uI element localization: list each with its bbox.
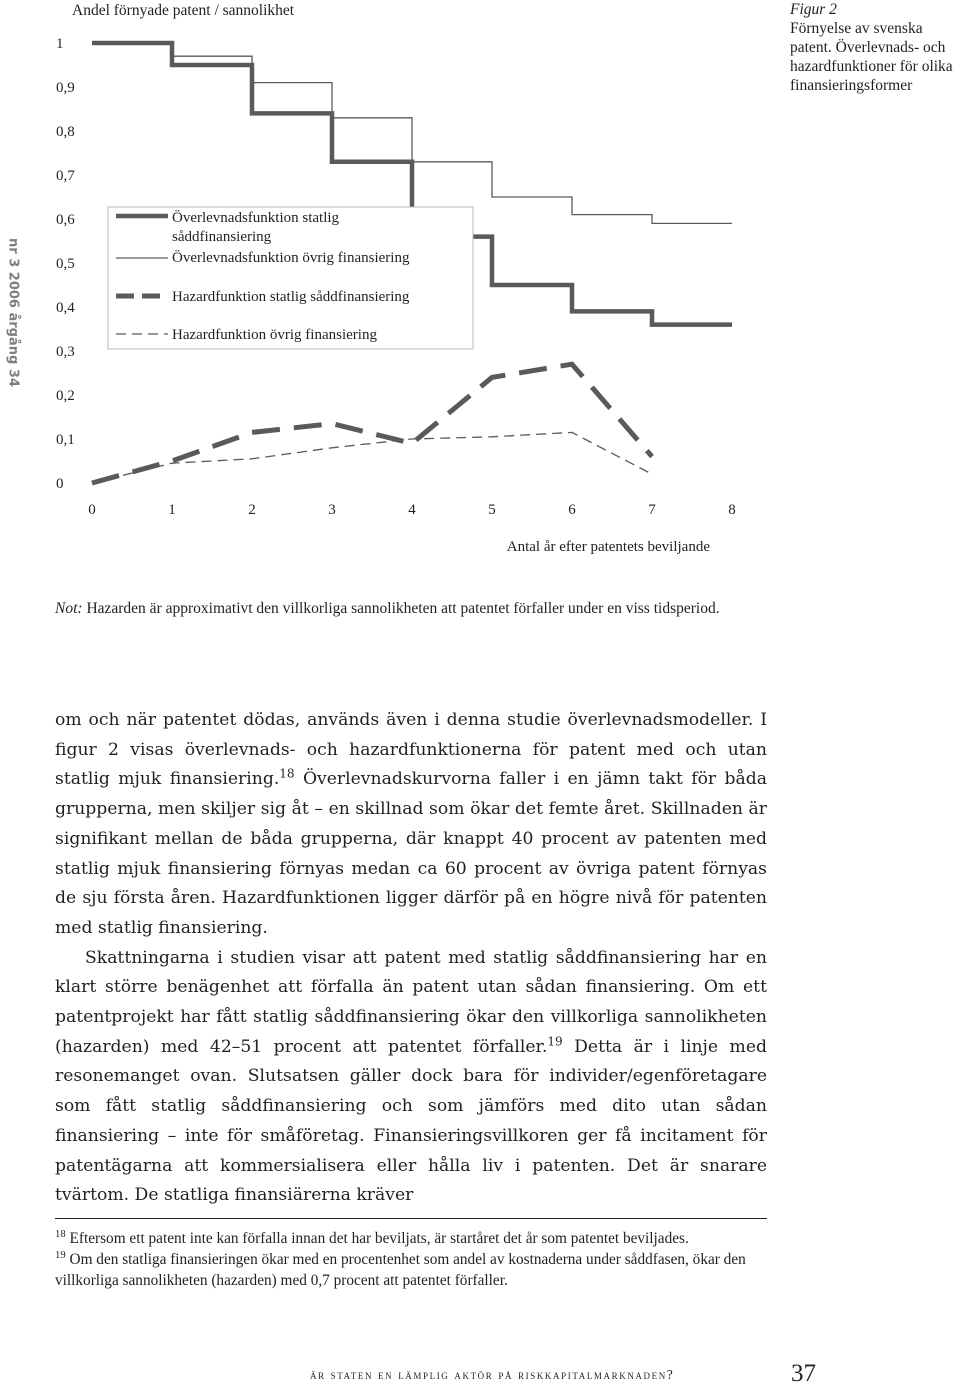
- y-axis-title: Andel förnyade patent / sannolikhet: [72, 2, 295, 19]
- footnote-divider: [55, 1218, 767, 1219]
- x-tick-label: 4: [408, 502, 416, 518]
- x-tick-label: 1: [168, 502, 176, 518]
- y-tick-label: 0: [56, 476, 64, 492]
- legend-label-survival-seed-line2: såddfinansiering: [172, 229, 272, 245]
- legend-label-survival-other: Överlevnadsfunktion övrig finansiering: [172, 250, 410, 266]
- y-tick-label: 0,2: [56, 388, 75, 404]
- x-tick-label: 6: [568, 502, 576, 518]
- footnote-19-text: Om den statliga finansieringen ökar med en procentenhet som andel av kostnaderna under såddfasen, ökar den villkorliga sannolikheten (hazarden) med 0,7 procent att patentet förfaller.: [55, 1251, 746, 1289]
- y-tick-label: 0,8: [56, 124, 75, 140]
- body-text: [55, 706, 767, 1211]
- legend-label-hazard-seed: Hazardfunktion statlig såddfinansiering: [172, 289, 410, 305]
- page-number: 37: [791, 1360, 816, 1387]
- body-paragraph-2-part-a: Skattningarna i studien visar att patent med statlig såddfinansiering har en klart större benägenhet att förfalla än patent utan sådan finansiering. Om ett patentprojekt har fått statlig såddfinansiering ökar den villkorliga sannolikheten (hazarden) med 42–51 procent att patentet förfaller.: [55, 947, 767, 1057]
- footnote-18-text: Eftersom ett patent inte kan förfalla innan det har beviljats, är startåret det år som patentet beviljades.: [65, 1230, 689, 1247]
- figure-label: Figur 2: [790, 1, 837, 18]
- footnote-19: [55, 1249, 767, 1291]
- body-paragraph-1-part-a: om och när patentet dödas, används även i denna studie överlevnadsmodeller. I figur 2 visas överlevnads- och hazardfunktionerna för patent med och utan statlig mjuk finansiering.: [55, 710, 767, 790]
- figure-caption-text: Förnyelse av svenska patent. Överlevnads- och hazardfunktioner för olika finansieringsformer: [790, 20, 953, 94]
- footnote-19-number: 19: [55, 1248, 66, 1261]
- legend-label-hazard-other: Hazardfunktion övrig finansiering: [172, 327, 377, 343]
- y-tick-label: 0,9: [56, 80, 75, 96]
- x-tick-label: 0: [88, 502, 96, 518]
- figure-caption: [790, 0, 960, 95]
- note-label: Not:: [55, 600, 83, 617]
- footnote-ref-19[interactable]: 19: [547, 1034, 563, 1048]
- survival-hazard-chart: [0, 0, 790, 560]
- body-paragraph-1-part-b: Överlevnadskurvorna faller i en jämn takt för båda grupperna, men skiljer sig åt – en skillnad som ökar det femte året. Skillnaden är signifikant mellan de båda grupperna, där knappt 40 procent av patenten med statlig mjuk finansiering förnyas medan ca 60 procent av övriga patent förnyas de sju första åren. Hazardfunktionen ligger därför på en högre nivå för patenten med statlig finansiering.: [55, 769, 767, 938]
- legend-label-survival-seed-line1: Överlevnadsfunktion statlig: [172, 210, 340, 226]
- y-tick-label: 0,3: [56, 344, 75, 360]
- body-paragraph-2: [55, 944, 767, 1211]
- y-tick-label: 0,6: [56, 212, 75, 228]
- x-tick-label: 7: [648, 502, 656, 518]
- x-tick-label: 8: [728, 502, 736, 518]
- footnote-18: [55, 1228, 767, 1249]
- footnote-ref-18[interactable]: 18: [279, 766, 295, 781]
- y-tick-label: 0,1: [56, 432, 75, 448]
- note-text: Hazarden är approximativt den villkorliga sannolikheten att patentet förfaller under en viss tidsperiod.: [86, 600, 720, 617]
- journal-issue-tag: nr 3 2006 årgång 34: [5, 238, 21, 387]
- footnote-18-number: 18: [55, 1227, 66, 1240]
- series-hazard-seed: [92, 364, 652, 483]
- body-paragraph-2-part-b: Detta är i linje med resonemanget ovan. Slutsatsen gäller dock bara för individer/egenföretagare som fått statlig såddfinansiering och som jämförs med dito utan sådan finansiering – inte för småföretag. Finansieringsvillkoren ger få incitament för patentägarna att kommersialisera eller hålla liv i patenten. Det är snarare tvärtom. De statliga finansiärerna kräver: [55, 1036, 767, 1206]
- x-tick-label: 2: [248, 502, 256, 518]
- body-paragraph-1: [55, 706, 767, 944]
- x-tick-label: 3: [328, 502, 336, 518]
- footnotes: [55, 1228, 767, 1291]
- y-tick-label: 0,5: [56, 256, 75, 272]
- y-tick-label: 0,7: [56, 168, 75, 184]
- figure-note: [55, 598, 775, 619]
- x-axis-title: Antal år efter patentets beviljande: [506, 539, 710, 555]
- chart-legend: [108, 207, 473, 349]
- y-tick-label: 1: [56, 36, 64, 52]
- running-footer-title: är staten en lämplig aktör på riskkapitalmarknaden?: [310, 1367, 675, 1382]
- x-tick-label: 5: [488, 502, 496, 518]
- y-tick-label: 0,4: [56, 300, 75, 316]
